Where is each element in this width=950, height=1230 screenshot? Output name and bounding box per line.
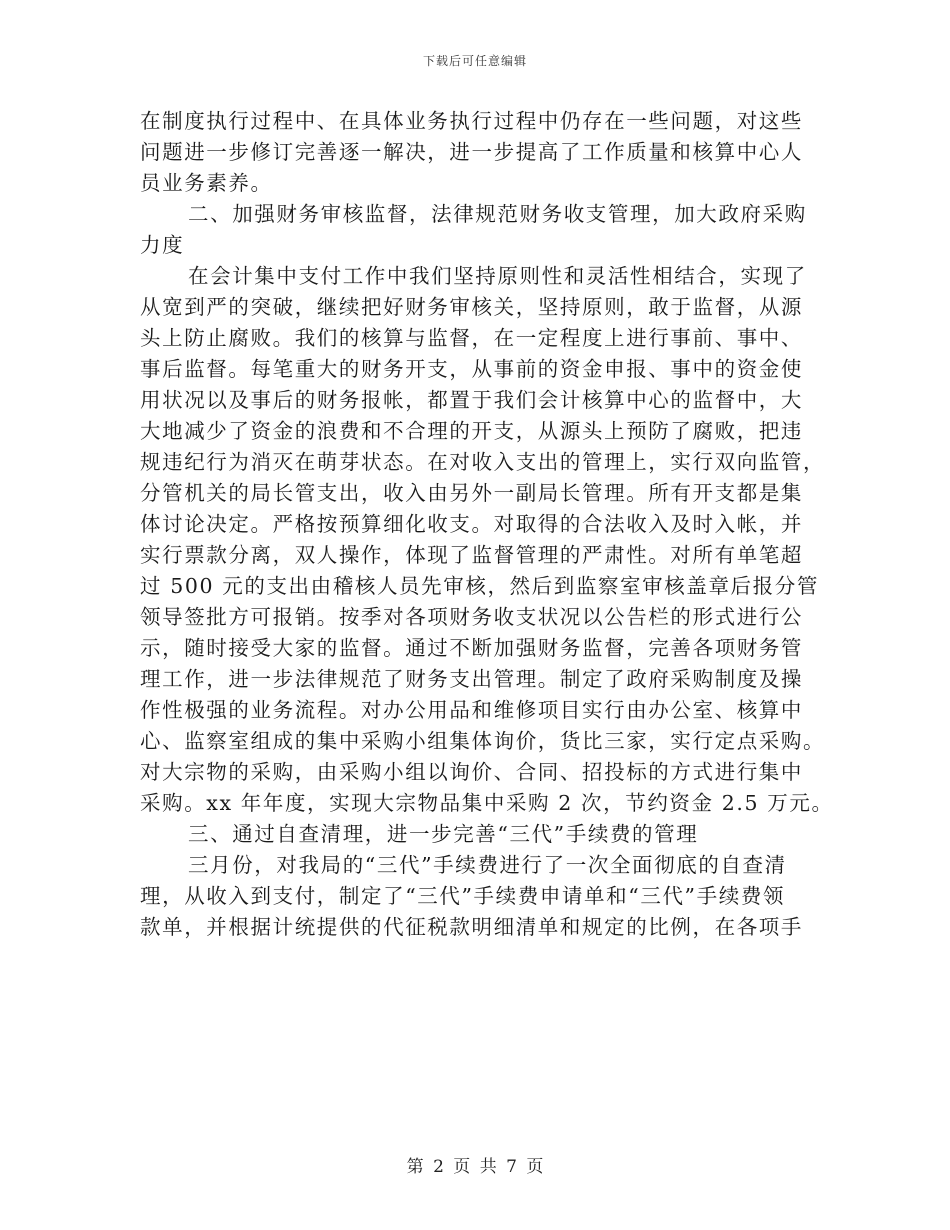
paragraph-line: 分管机关的局长管支出，收入由另外一副局长管理。所有开支都是集 <box>140 481 803 505</box>
page-header: 下载后可任意编辑 <box>422 54 527 68</box>
paragraph-line: 对大宗物的采购，由采购小组以询价、合同、招投标的方式进行集中 <box>140 760 803 784</box>
paragraph-line: 从宽到严的突破，继续把好财务审核关，坚持原则，敢于监督，从源 <box>140 295 803 319</box>
paragraph-line: 在会计集中支付工作中我们坚持原则性和灵活性相结合，实现了 <box>188 264 807 288</box>
paragraph-line: 三月份，对我局的“三代”手续费进行了一次全面彻底的自查清 <box>188 853 787 877</box>
paragraph-line: 头上防止腐败。我们的核算与监督，在一定程度上进行事前、事中、 <box>140 326 803 350</box>
paragraph-line: 体讨论决定。严格按预算细化收支。对取得的合法收入及时入帐，并 <box>140 512 803 536</box>
paragraph-line: 规违纪行为消灭在萌芽状态。在对收入支出的管理上，实行双向监管， <box>140 450 826 474</box>
paragraph-line: 心、监察室组成的集中采购小组集体询价，货比三家，实行定点采购。 <box>140 729 826 753</box>
paragraph-line: 大地减少了资金的浪费和不合理的开支，从源头上预防了腐败，把违 <box>140 419 803 443</box>
paragraph-line: 作性极强的业务流程。对办公用品和维修项目实行由办公室、核算中 <box>140 698 803 722</box>
paragraph-line: 实行票款分离，双人操作，体现了监督管理的严肃性。对所有单笔超 <box>140 543 803 567</box>
paragraph-line: 用状况以及事后的财务报帐，都置于我们会计核算中心的监督中，大 <box>140 388 803 412</box>
paragraph-line: 示，随时接受大家的监督。通过不断加强财务监督，完善各项财务管 <box>140 636 803 660</box>
paragraph-line: 领导签批方可报销。按季对各项财务收支状况以公告栏的形式进行公 <box>140 605 803 629</box>
paragraph-line: 理，从收入到支付，制定了“三代”手续费申请单和“三代”手续费领 <box>140 884 786 908</box>
section-heading-line: 三、通过自查清理，进一步完善“三代”手续费的管理 <box>188 822 699 846</box>
paragraph-line: 员业务素养。 <box>140 171 273 195</box>
paragraph-line: 款单，并根据计统提供的代征税款明细清单和规定的比例，在各项手 <box>140 915 803 939</box>
paragraph-line: 理工作，进一步法律规范了财务支出管理。制定了政府采购制度及操 <box>140 667 803 691</box>
page-number-footer: 第 2 页 共 7 页 <box>406 1157 544 1177</box>
section-heading-line: 二、加强财务审核监督，法律规范财务收支管理，加大政府采购 <box>188 202 807 226</box>
document-body <box>140 106 834 943</box>
paragraph-line: 在制度执行过程中、在具体业务执行过程中仍存在一些问题，对这些 <box>140 109 803 133</box>
paragraph-line: 过 500 元的支出由稽核人员先审核，然后到监察室审核盖章后报分管 <box>140 574 819 598</box>
paragraph-line: 问题进一步修订完善逐一解决，进一步提高了工作质量和核算中心人 <box>140 140 803 164</box>
section-heading-line: 力度 <box>140 233 185 257</box>
paragraph-line: 采购。xx 年年度，实现大宗物品集中采购 2 次，节约资金 2.5 万元。 <box>140 791 834 815</box>
paragraph-line: 事后监督。每笔重大的财务开支，从事前的资金申报、事中的资金使 <box>140 357 803 381</box>
